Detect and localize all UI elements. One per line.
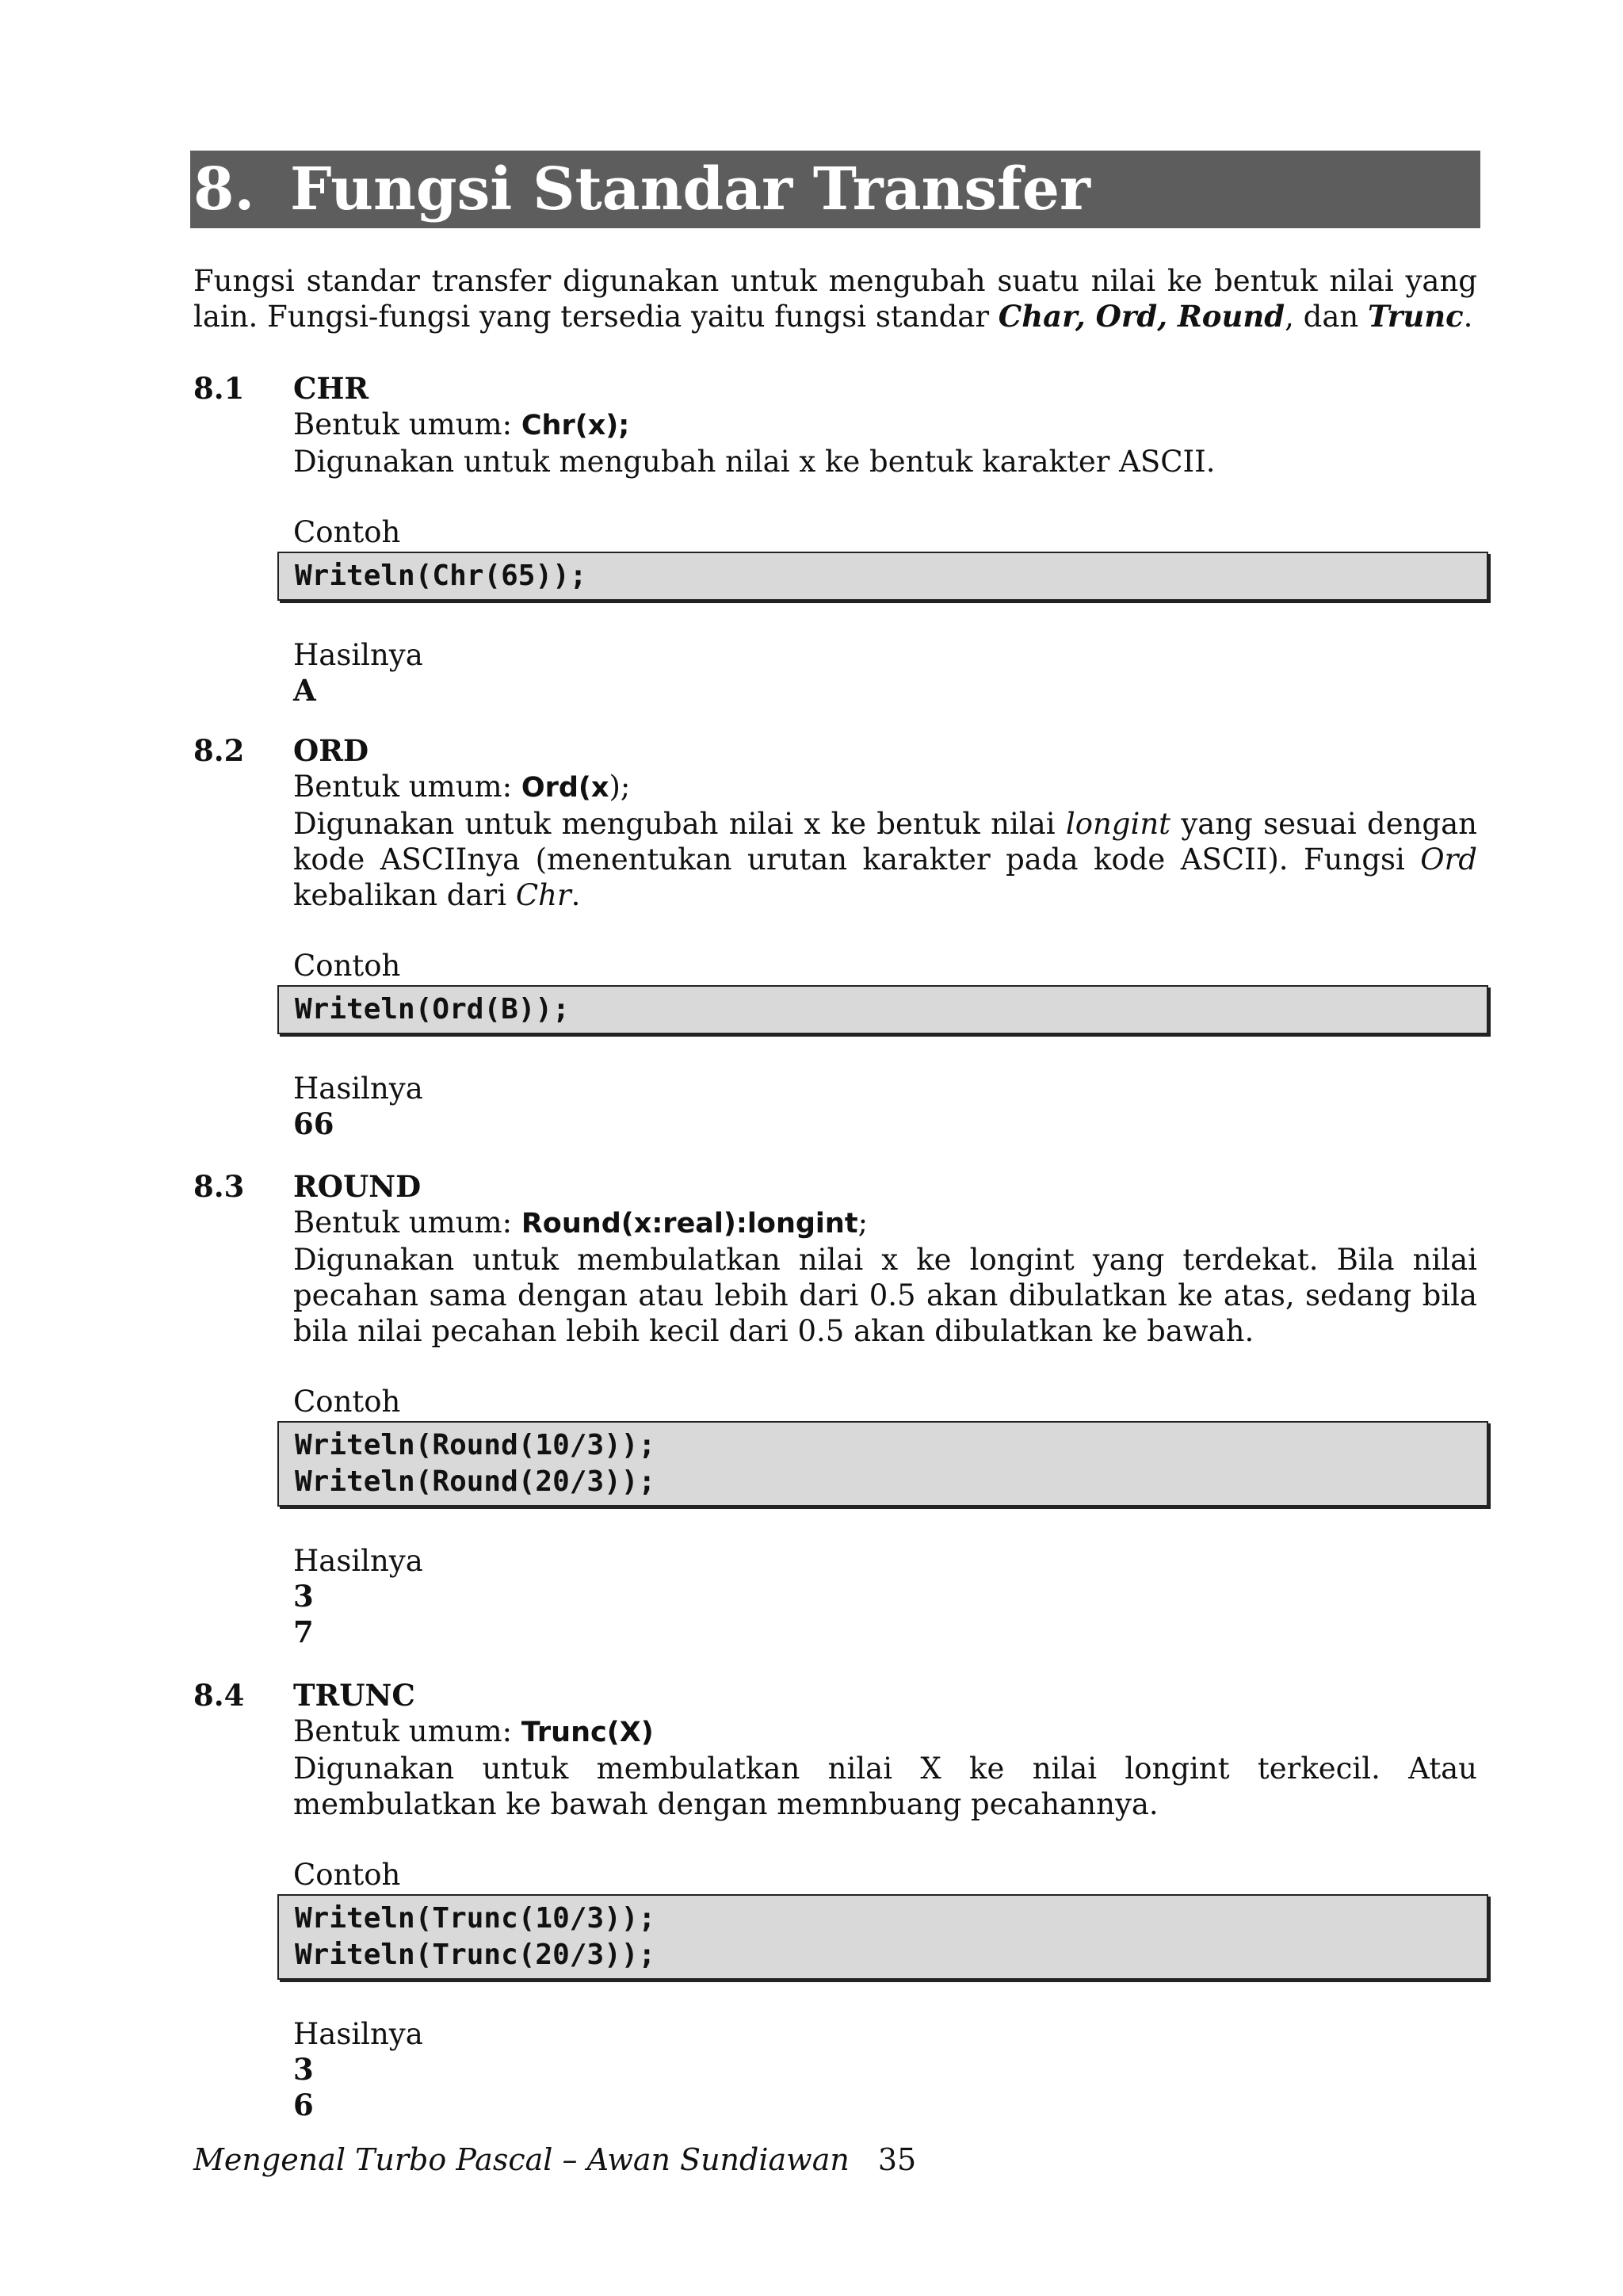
- intro-paragraph: [193, 263, 1477, 334]
- general-form-value: Trunc(X): [521, 1717, 654, 1748]
- general-form: [293, 1205, 1477, 1242]
- example-label: Contoh: [293, 1385, 401, 1419]
- result-value: 3: [293, 2052, 314, 2087]
- result-value: 6: [293, 2088, 314, 2122]
- section-title: TRUNC: [293, 1678, 415, 1713]
- example-label: Contoh: [293, 949, 401, 983]
- section-body: [293, 371, 1477, 709]
- page-number: 35: [877, 2142, 917, 2177]
- general-form: [293, 407, 1477, 444]
- section-body: [293, 733, 1477, 1142]
- intro-text: Fungsi standar transfer digunakan untuk mengubah suatu nilai ke bentuk nilai yang lain. Fungsi-fungsi yang tersedia yaitu fungsi standar: [193, 264, 1477, 334]
- code-line: Writeln(Ord(B));: [295, 993, 570, 1026]
- section-title: CHR: [293, 371, 369, 406]
- result-label: Hasilnya: [293, 638, 423, 672]
- code-box: [277, 1894, 1488, 1980]
- chapter-number: 8.: [193, 155, 255, 223]
- code-box: [277, 552, 1488, 601]
- description-italic: longint: [1065, 807, 1171, 841]
- section-description: [293, 806, 1477, 913]
- general-form-label: Bentuk umum:: [293, 407, 521, 441]
- section-description: Digunakan untuk mengubah nilai x ke bentuk karakter ASCII.: [293, 445, 1216, 479]
- general-form-label: Bentuk umum:: [293, 1205, 521, 1240]
- general-form-suffix: );: [609, 770, 631, 804]
- description-text: kebalikan dari: [293, 878, 516, 912]
- result-value: 66: [293, 1106, 334, 1141]
- section-title: ROUND: [293, 1169, 422, 1204]
- result-label: Hasilnya: [293, 2017, 423, 2051]
- description-text: yang sesuai dengan kode ASCIInya (menentukan urutan karakter pada kode ASCII). Fungsi: [293, 807, 1477, 877]
- result-value: A: [293, 673, 316, 708]
- result-label: Hasilnya: [293, 1544, 423, 1578]
- section-number: 8.3: [193, 1169, 245, 1204]
- general-form: [293, 1713, 1477, 1751]
- example-label: Contoh: [293, 515, 401, 549]
- description-text: .: [571, 878, 581, 912]
- section-number: 8.2: [193, 733, 245, 768]
- description-text: Digunakan untuk mengubah nilai x ke bentuk nilai: [293, 807, 1066, 841]
- section-description: Digunakan untuk membulatkan nilai X ke nilai longint terkecil. Atau membulatkan ke bawah dengan memnbuang pecahannya.: [293, 1752, 1477, 1821]
- result-value: 3: [293, 1579, 314, 1614]
- intro-text: , dan: [1285, 300, 1368, 334]
- general-form-suffix: ;: [857, 1205, 869, 1240]
- chapter-title: Fungsi Standar Transfer: [290, 155, 1090, 223]
- result-value: 7: [293, 1614, 314, 1649]
- section-description: Digunakan untuk membulatkan nilai x ke longint yang terdekat. Bila nilai pecahan sama dengan atau lebih dari 0.5 akan dibulatkan ke atas, sedang bila bila nilai pecahan lebih kecil dari 0.5 akan dibulatkan ke bawah.: [293, 1243, 1477, 1348]
- description-italic: Chr: [515, 878, 571, 912]
- result-label: Hasilnya: [293, 1072, 423, 1106]
- section-body: [293, 1678, 1477, 2123]
- code-box: [277, 1421, 1488, 1507]
- intro-text: .: [1463, 300, 1473, 334]
- code-box: [277, 985, 1488, 1034]
- intro-emphasis: Char, Ord, Round: [998, 299, 1285, 334]
- general-form-value: Ord(x: [521, 772, 609, 804]
- footer-book-title: Mengenal Turbo Pascal – Awan Sundiawan: [193, 2142, 850, 2177]
- chapter-heading: [190, 151, 1480, 228]
- code-line: Writeln(Trunc(20/3));: [295, 1939, 656, 1971]
- page-footer: [193, 2141, 916, 2178]
- code-line: Writeln(Round(20/3));: [295, 1465, 656, 1498]
- code-line: Writeln(Chr(65));: [295, 560, 587, 592]
- example-label: Contoh: [293, 1858, 401, 1892]
- section-body: [293, 1169, 1477, 1650]
- code-line: Writeln(Trunc(10/3));: [295, 1902, 656, 1935]
- general-form-value: Chr(x);: [521, 410, 630, 441]
- general-form-label: Bentuk umum:: [293, 1714, 521, 1748]
- section-number: 8.4: [193, 1678, 245, 1713]
- description-italic: Ord: [1420, 842, 1477, 877]
- general-form-label: Bentuk umum:: [293, 770, 521, 804]
- section-title: ORD: [293, 733, 369, 768]
- section-number: 8.1: [193, 371, 245, 406]
- general-form-value: Round(x:real):longint: [521, 1208, 858, 1240]
- general-form: [293, 769, 1477, 806]
- intro-emphasis: Trunc: [1367, 299, 1464, 334]
- code-line: Writeln(Round(10/3));: [295, 1429, 656, 1461]
